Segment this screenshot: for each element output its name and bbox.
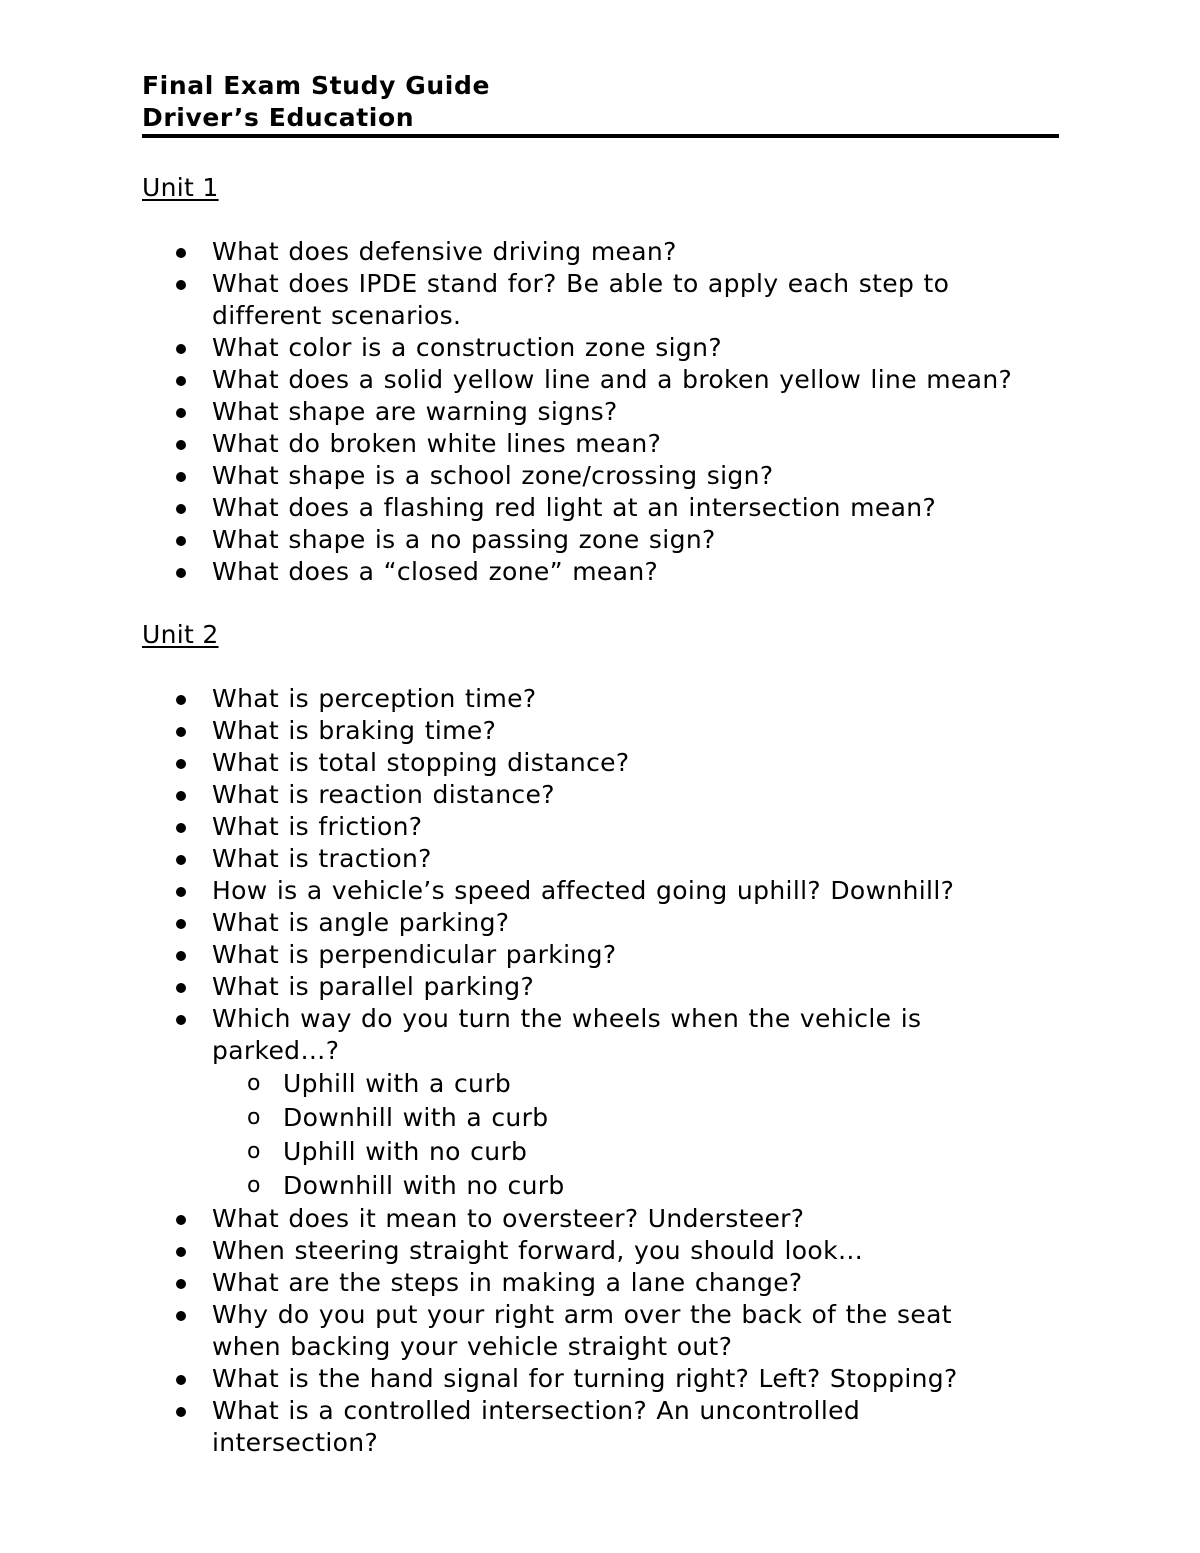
list-item: What is angle parking? xyxy=(142,907,1102,939)
list-item: How is a vehicle’s speed affected going uphill? Downhill? xyxy=(142,875,1102,907)
sublist-item: o Uphill with a curb xyxy=(213,1067,992,1101)
list-item: When steering straight forward, you should look… xyxy=(142,1235,1102,1267)
sub-bullet-marker: o xyxy=(247,1173,261,1198)
sublist-item: o Downhill with a curb xyxy=(213,1101,992,1135)
list-item: What is total stopping distance? xyxy=(142,747,1102,779)
list-item: What color is a construction zone sign? xyxy=(142,332,1102,364)
list-item: What shape is a school zone/crossing sign? xyxy=(142,460,1102,492)
list-item: What is a controlled intersection? An uncontrolled intersection? xyxy=(142,1395,952,1459)
parking-sublist xyxy=(212,1067,992,1203)
document-title: Final Exam Study Guide xyxy=(142,71,491,100)
list-item: What is perpendicular parking? xyxy=(142,939,1102,971)
unit-2-question-list xyxy=(142,683,1102,1459)
document-header xyxy=(142,70,1059,138)
list-item-text: Which way do you turn the wheels when the vehicle is parked…? xyxy=(212,1004,922,1065)
list-item: What does a flashing red light at an intersection mean? xyxy=(142,492,1102,524)
list-item: What is braking time? xyxy=(142,715,1102,747)
list-item: What is reaction distance? xyxy=(142,779,1102,811)
list-item: What is traction? xyxy=(142,843,1102,875)
list-item: What is perception time? xyxy=(142,683,1102,715)
document-subtitle: Driver’s Education xyxy=(142,103,415,132)
list-item: What do broken white lines mean? xyxy=(142,428,1102,460)
list-item: What is friction? xyxy=(142,811,1102,843)
list-item: What shape are warning signs? xyxy=(142,396,1102,428)
list-item: Why do you put your right arm over the back of the seat when backing your vehicle straight out? xyxy=(142,1299,1027,1363)
list-item: What does it mean to oversteer? Understeer? xyxy=(142,1203,1102,1235)
list-item: What does a solid yellow line and a broken yellow line mean? xyxy=(142,364,1102,396)
list-item: What are the steps in making a lane change? xyxy=(142,1267,1102,1299)
list-item: What is parallel parking? xyxy=(142,971,1102,1003)
list-item: What is the hand signal for turning right? Left? Stopping? xyxy=(142,1363,1102,1395)
sub-bullet-marker: o xyxy=(247,1105,261,1130)
sub-bullet-marker: o xyxy=(247,1139,261,1164)
list-item: What does IPDE stand for? Be able to apply each step to different scenarios. xyxy=(142,268,1012,332)
unit-2-heading: Unit 2 xyxy=(142,620,219,649)
sublist-item: o Uphill with no curb xyxy=(213,1135,992,1169)
unit-1-question-list xyxy=(142,236,1102,588)
sublist-item: o Downhill with no curb xyxy=(213,1169,992,1203)
unit-1-heading: Unit 1 xyxy=(142,173,219,202)
list-item: What shape is a no passing zone sign? xyxy=(142,524,1102,556)
list-item: What does defensive driving mean? xyxy=(142,236,1102,268)
list-item-parking xyxy=(142,1003,992,1203)
list-item: What does a “closed zone” mean? xyxy=(142,556,1102,588)
sub-bullet-marker: o xyxy=(247,1071,261,1096)
